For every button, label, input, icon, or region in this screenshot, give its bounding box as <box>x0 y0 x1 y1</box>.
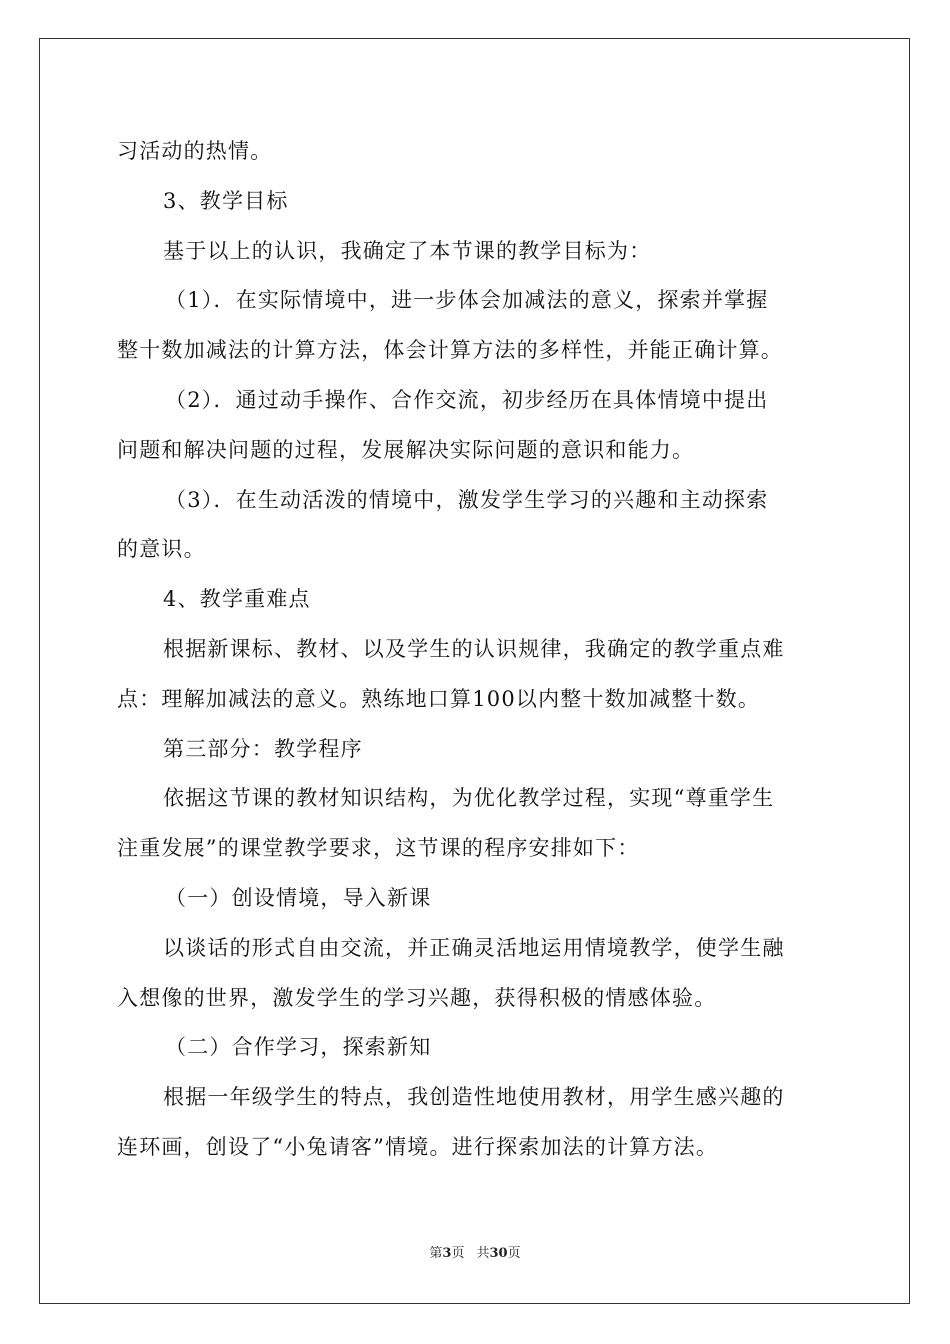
section-heading: 3、教学目标 <box>163 188 289 213</box>
body-line: 以谈话的形式自由交流，并正确灵活地运用情境教学，使学生融 <box>163 935 785 960</box>
footer-page-prefix: 第 <box>429 1246 443 1261</box>
footer-total-number: 30 <box>489 1246 508 1261</box>
footer-page-suffix: 页 <box>451 1246 465 1261</box>
body-line: 注重发展”的课堂教学要求，这节课的程序安排如下： <box>117 836 640 861</box>
subsection-heading: （一）创设情境，导入新课 <box>165 885 432 910</box>
body-line: （1）．在实际情境中，进一步体会加减法的意义，探索并掌握 <box>165 288 769 313</box>
footer-total-prefix: 共 <box>476 1246 490 1261</box>
footer-page-number: 3 <box>442 1246 452 1261</box>
page-footer <box>0 1245 950 1263</box>
section-heading: 第三部分：教学程序 <box>163 736 363 761</box>
subsection-heading: （二）合作学习，探索新知 <box>165 1035 432 1060</box>
body-line: 基于以上的认识，我确定了本节课的教学目标为： <box>163 238 652 263</box>
document-body <box>117 127 833 1173</box>
body-line: 问题和解决问题的过程，发展解决实际问题的意识和能力。 <box>117 437 695 462</box>
body-line: 根据新课标、教材、以及学生的认识规律，我确定的教学重点难 <box>163 636 785 661</box>
body-line: 习活动的热情。 <box>117 139 273 163</box>
body-line: 依据这节课的教材知识结构，为优化教学过程，实现“尊重学生 <box>163 786 775 811</box>
section-heading: 4、教学重难点 <box>163 587 311 612</box>
body-line: （2）．通过动手操作、合作交流，初步经历在具体情境中提出 <box>165 387 769 412</box>
body-line: 的意识。 <box>117 537 206 562</box>
body-line: 根据一年级学生的特点，我创造性地使用教材，用学生感兴趣的 <box>163 1085 785 1110</box>
body-line: （3）．在生动活泼的情境中，激发学生学习的兴趣和主动探索 <box>165 487 769 512</box>
footer-total-suffix: 页 <box>507 1246 521 1261</box>
body-line: 点：理解加减法的意义。熟练地口算100以内整十数加减整十数。 <box>117 686 761 711</box>
body-line: 整十数加减法的计算方法，体会计算方法的多样性，并能正确计算。 <box>117 338 783 363</box>
body-line: 入想像的世界，激发学生的学习兴趣，获得积极的情感体验。 <box>117 985 717 1010</box>
body-line: 连环画，创设了“小兔请客”情境。进行探索加法的计算方法。 <box>117 1134 719 1159</box>
